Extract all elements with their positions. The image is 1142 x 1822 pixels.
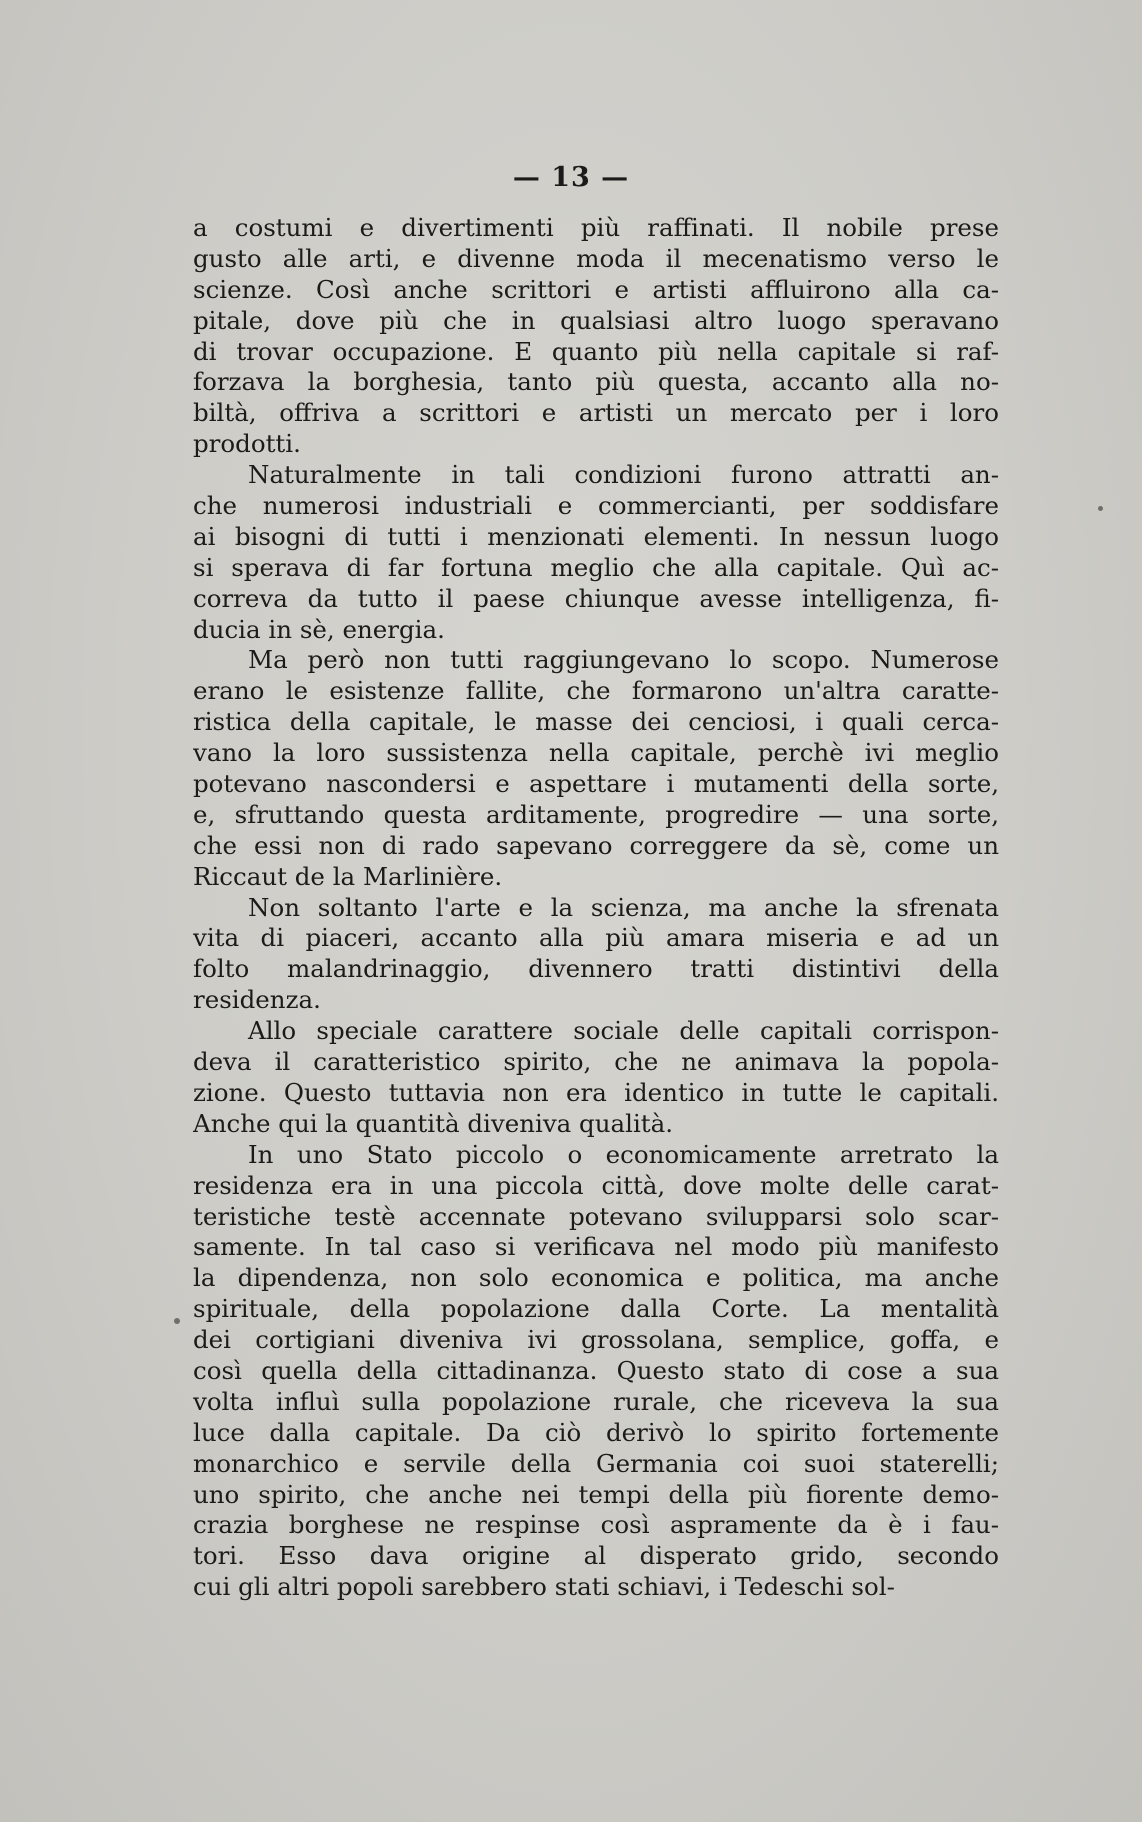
- paragraph: [193, 645, 999, 892]
- paragraph: [193, 460, 999, 645]
- text-line: forzava la borghesia, tanto più questa, accanto alla no-: [193, 367, 999, 397]
- text-line: ai bisogni di tutti i menzionati elementi. In nessun luogo: [193, 521, 999, 551]
- text-line: Non soltanto l'arte e la scienza, ma anche la sfrenata: [248, 892, 999, 922]
- body-text: [193, 213, 999, 1603]
- text-line: residenza.: [193, 985, 321, 1015]
- text-line: cui gli altri popoli sarebbero stati schiavi, i Tedeschi sol-: [193, 1572, 895, 1602]
- text-line: tori. Esso dava origine al disperato grido, secondo: [193, 1541, 999, 1571]
- text-line: Allo speciale carattere sociale delle capitali corrispon-: [248, 1016, 999, 1046]
- text-line: vita di piaceri, accanto alla più amara miseria e ad un: [193, 923, 999, 953]
- text-line: Naturalmente in tali condizioni furono attratti an-: [248, 460, 999, 490]
- text-line: spirituale, della popolazione dalla Corte. La mentalità: [193, 1294, 999, 1324]
- text-line: samente. In tal caso si verificava nel modo più manifesto: [193, 1232, 999, 1262]
- text-line: folto malandrinaggio, divennero tratti distintivi della: [193, 954, 999, 984]
- text-line: che essi non di rado sapevano correggere da sè, come un: [193, 830, 999, 860]
- text-line: erano le esistenze fallite, che formarono un'altra caratte-: [193, 676, 999, 706]
- text-line: correva da tutto il paese chiunque avesse intelligenza, fi-: [193, 583, 999, 613]
- paragraph: [193, 893, 999, 1017]
- text-line: deva il caratteristico spirito, che ne animava la popola-: [193, 1047, 999, 1077]
- text-line: la dipendenza, non solo economica e politica, ma anche: [193, 1263, 999, 1293]
- text-line: uno spirito, che anche nei tempi della più fiorente demo-: [193, 1479, 999, 1509]
- text-line: scienze. Così anche scrittori e artisti affluirono alla ca-: [193, 274, 999, 304]
- text-line: così quella della cittadinanza. Questo stato di cose a sua: [193, 1355, 999, 1385]
- page-number: — 13 —: [512, 162, 630, 193]
- text-line: che numerosi industriali e commercianti, per soddisfare: [193, 491, 999, 521]
- text-line: teristiche testè accennate potevano svilupparsi solo scar-: [193, 1201, 999, 1231]
- text-line: ristica della capitale, le masse dei cenciosi, i quali cerca-: [193, 707, 999, 737]
- paragraph: [193, 1016, 999, 1140]
- text-line: Ma però non tutti raggiungevano lo scopo. Numerose: [248, 645, 999, 675]
- text-line: volta influì sulla popolazione rurale, che riceveva la sua: [193, 1386, 999, 1416]
- text-line: prodotti.: [193, 429, 301, 459]
- text-line: potevano nascondersi e aspettare i mutamenti della sorte,: [193, 769, 999, 799]
- text-line: zione. Questo tuttavia non era identico in tutte le capitali.: [193, 1077, 999, 1107]
- text-line: ducia in sè, energia.: [193, 614, 445, 644]
- text-line: gusto alle arti, e divenne moda il mecenatismo verso le: [193, 243, 999, 273]
- margin-speck: [1098, 506, 1103, 511]
- text-line: e, sfruttando questa arditamente, progredire — una sorte,: [193, 799, 999, 829]
- text-line: dei cortigiani diveniva ivi grossolana, semplice, goffa, e: [193, 1325, 999, 1355]
- text-line: residenza era in una piccola città, dove molte delle carat-: [193, 1170, 999, 1200]
- text-line: monarchico e servile della Germania coi suoi staterelli;: [193, 1448, 999, 1478]
- paragraph: [193, 1140, 999, 1603]
- text-line: di trovar occupazione. E quanto più nella capitale si raf-: [193, 336, 999, 366]
- margin-speck: [174, 1318, 180, 1324]
- text-line: luce dalla capitale. Da ciò derivò lo spirito fortemente: [193, 1417, 999, 1447]
- paragraph: [193, 213, 999, 460]
- text-line: Riccaut de la Marlinière.: [193, 861, 503, 891]
- text-line: pitale, dove più che in qualsiasi altro luogo speravano: [193, 305, 999, 335]
- text-line: In uno Stato piccolo o economicamente arretrato la: [248, 1139, 999, 1169]
- text-line: vano la loro sussistenza nella capitale, perchè ivi meglio: [193, 738, 999, 768]
- text-line: biltà, offriva a scrittori e artisti un mercato per i loro: [193, 398, 999, 428]
- text-line: si sperava di far fortuna meglio che alla capitale. Quì ac-: [193, 552, 999, 582]
- text-line: Anche qui la quantità diveniva qualità.: [193, 1108, 674, 1138]
- text-line: a costumi e divertimenti più raffinati. Il nobile prese: [193, 213, 999, 242]
- text-line: crazia borghese ne respinse così aspramente da è i fau-: [193, 1510, 999, 1540]
